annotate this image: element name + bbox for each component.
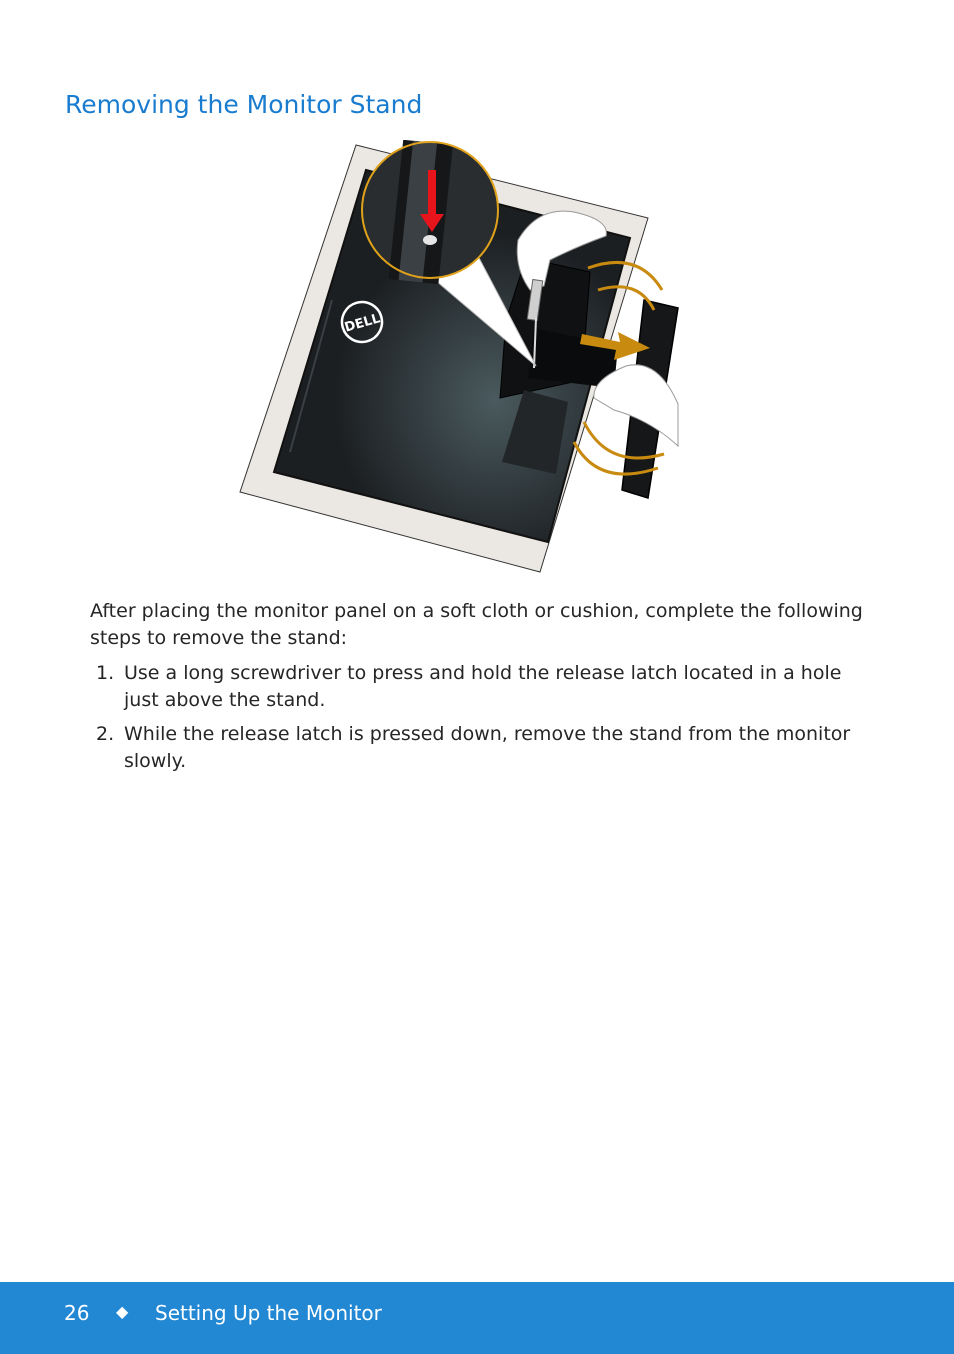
page-title: Removing the Monitor Stand — [65, 90, 423, 119]
svg-text:DELL: DELL — [342, 311, 382, 336]
section-title: Setting Up the Monitor — [155, 1301, 382, 1325]
monitor-stand-removal-illustration — [238, 140, 698, 576]
intro-paragraph: After placing the monitor panel on a soft cloth or cushion, complete the following steps to remove the stand: — [90, 600, 863, 649]
page-footer — [0, 1282, 954, 1354]
step-text: While the release latch is pressed down, remove the stand from the monitor slowly. — [124, 723, 851, 772]
list-item — [90, 721, 870, 775]
step-text: Use a long screwdriver to press and hold the release latch located in a hole just above the stand. — [124, 662, 842, 711]
page-number: 26 — [64, 1301, 90, 1325]
step-number: 1. — [96, 662, 115, 684]
diamond-icon: ◆ — [116, 1302, 129, 1321]
steps-list — [90, 660, 870, 782]
step-number: 2. — [96, 723, 115, 745]
list-item — [90, 660, 870, 714]
